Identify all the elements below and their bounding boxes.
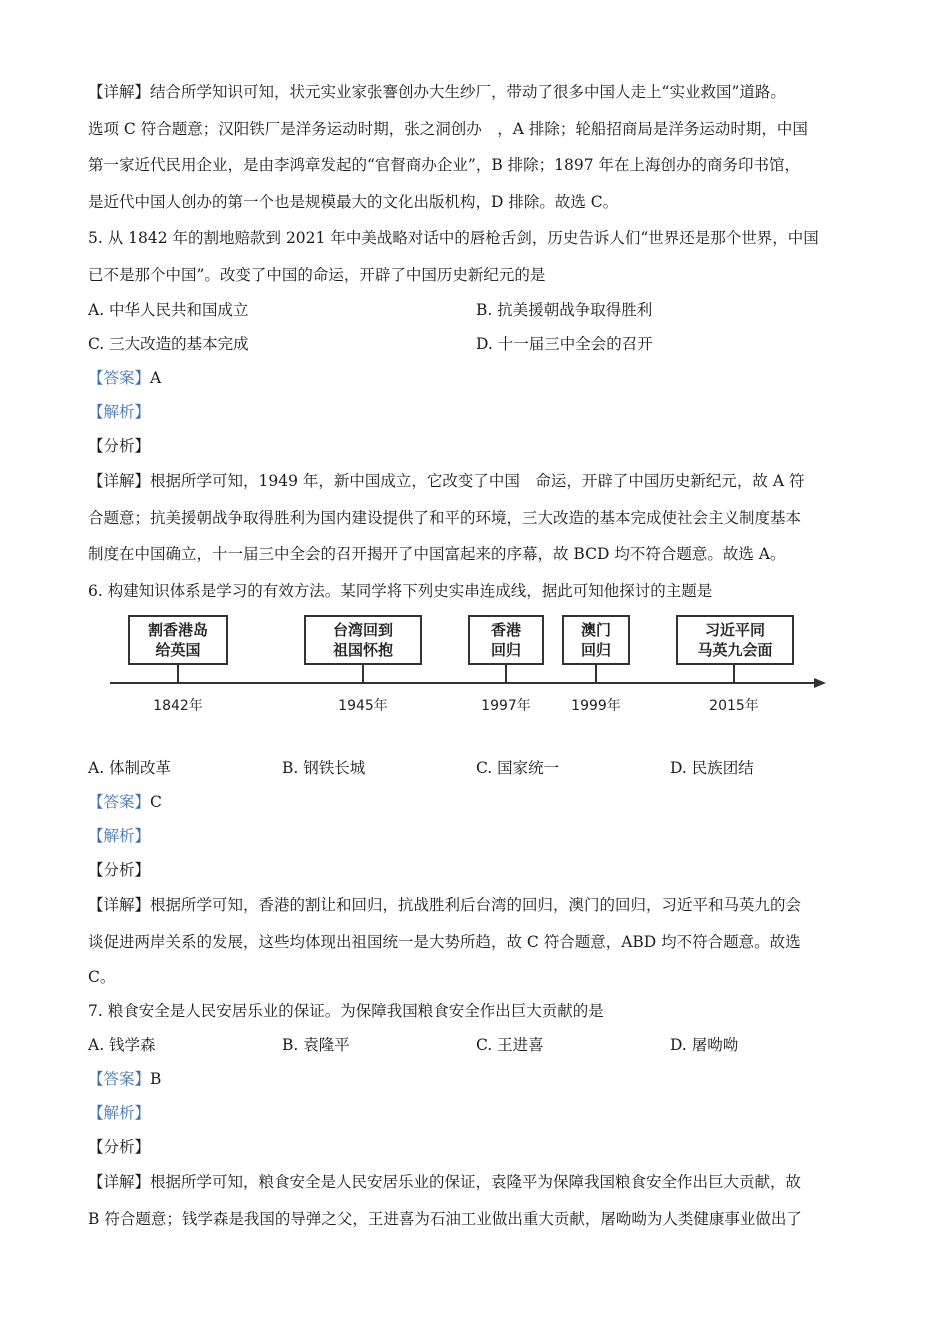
q7-option-a: A. 钱学森 [88,1036,156,1054]
detail-tag: 【详解】 [88,472,151,490]
q5-detail-line-3: 制度在中国确立，十一届三中全会的召开揭开了中国富起来的序幕，故 BCD 均不符合题意。故选 A。 [88,545,786,563]
q5-option-b: B. 抗美援朝战争取得胜利 [476,301,653,319]
q5-option-d: D. 十一届三中全会的召开 [476,335,653,353]
q5-fenxi [88,429,873,463]
year-label-1842: 1842年 [153,698,203,714]
year-label-2015: 2015年 [709,698,759,714]
q4-detail-line-3: 第一家近代民用企业，是由李鸿章发起的“官督商办企业”，B 排除；1897 年在上海创办的商务印书馆， [88,156,801,174]
q6-stem: 6. 构建知识体系是学习的有效方法。某同学将下列史实串连成线，据此可知他探讨的主题是 [88,581,713,600]
q7-detail-line-2: B 符合题意；钱学森是我国的导弹之父，王进喜为石油工业做出重大贡献，屠呦呦为人类健康事业做出了 [88,1209,802,1228]
fenxi-tag: 【分析】 [88,861,151,879]
event-box-1842: 割香港岛 给英国 [128,615,228,665]
answer-tag: 【答案】 [88,793,151,811]
q5-detail-line-2: 合题意；抗美援朝战争取得胜利为国内建设提供了和平的环境，三大改造的基本完成使社会主义制度基本 [88,508,802,527]
year-label-1999: 1999年 [571,698,621,714]
q6-detail-line-1: 【详解】根据所学可知，香港的割让和回归，抗战胜利后台湾的回归，澳门的回归，习近平和马英九的会 [88,896,802,914]
q5-option-a: A. 中华人民共和国成立 [88,301,249,319]
analysis-tag: 【解析】 [88,1104,151,1122]
timeline-arrow [814,678,826,688]
q5-options-row-2 [88,327,873,361]
document-page [88,74,873,1237]
q5-detail-line-1: 【详解】根据所学可知，1949 年，新中国成立，它改变了中国 命运，开辟了中国历史新纪元，故 A 符 [88,472,805,490]
q6-answer [88,785,873,819]
event-box-1997: 香港 回归 [468,615,544,665]
fenxi-tag: 【分析】 [88,1138,151,1156]
q7-option-d: D. 屠呦呦 [670,1036,739,1054]
q6-detail-line-2: 谈促进两岸关系的发展，这些均体现出祖国统一是大势所趋，故 C 符合题意，ABD 均不符合题意。故选 [88,932,801,951]
year-label-1997: 1997年 [481,698,531,714]
q5-analysis [88,395,873,429]
q5-stem-line-1: 5. 从 1842 年的割地赔款到 2021 年中美战略对话中的唇枪舌剑，历史告诉人们“世界还是那个世界，中国 [88,229,819,247]
analysis-tag: 【解析】 [88,827,151,845]
q5-answer [88,361,873,395]
q7-option-c: C. 王进喜 [476,1036,544,1054]
event-box-2015: 习近平同 马英九会面 [676,615,794,665]
detail-tag: 【详解】 [88,896,151,914]
q6-option-d: D. 民族团结 [670,759,754,777]
q7-options [88,1028,873,1062]
fenxi-tag: 【分析】 [88,437,151,455]
event-box-1999: 澳门 回归 [562,615,630,665]
q6-timeline [88,613,873,741]
analysis-tag: 【解析】 [88,403,151,421]
answer-value: B [150,1070,162,1088]
q6-detail-line-3: C。 [88,968,116,986]
q7-stem: 7. 粮食安全是人民安居乐业的保证。为保障我国粮食安全作出巨大贡献的是 [88,1002,604,1020]
detail-tag: 【详解】 [88,83,151,101]
q6-option-a: A. 体制改革 [88,759,172,777]
q5-stem-line-2: 已不是那个中国”。改变了中国的命运，开辟了中国历史新纪元的是 [88,265,546,284]
q4-detail-line-1: 【详解】结合所学知识可知，状元实业家张謇创办大生纱厂，带动了很多中国人走上“实业救国”道路。 [88,83,786,101]
detail-tag: 【详解】 [88,1173,151,1191]
q6-options [88,751,873,785]
answer-tag: 【答案】 [88,1070,151,1088]
q7-option-b: B. 袁隆平 [282,1036,350,1054]
q5-option-c: C. 三大改造的基本完成 [88,335,249,353]
answer-value: C [150,793,162,811]
year-label-1945: 1945年 [338,698,388,714]
q4-detail-line-4: 是近代中国人创办的第一个也是规模最大的文化出版机构，D 排除。故选 C。 [88,192,619,211]
q7-answer [88,1062,873,1096]
q6-option-b: B. 钢铁长城 [282,759,366,777]
q7-fenxi [88,1130,873,1164]
q6-option-c: C. 国家统一 [476,759,560,777]
event-box-1945: 台湾回到 祖国怀抱 [304,615,422,665]
answer-value: A [150,369,162,387]
q5-options-row-1 [88,293,873,327]
q4-detail-line-2: 选项 C 符合题意；汉阳铁厂是洋务运动时期，张之洞创办 ，A 排除；轮船招商局是洋务运动时期，中国 [88,119,808,138]
q6-fenxi [88,853,873,887]
q6-analysis [88,819,873,853]
q7-detail-line-1: 【详解】根据所学可知，粮食安全是人民安居乐业的保证，袁隆平为保障我国粮食安全作出巨大贡献，故 [88,1173,802,1191]
q7-analysis [88,1096,873,1130]
answer-tag: 【答案】 [88,369,151,387]
